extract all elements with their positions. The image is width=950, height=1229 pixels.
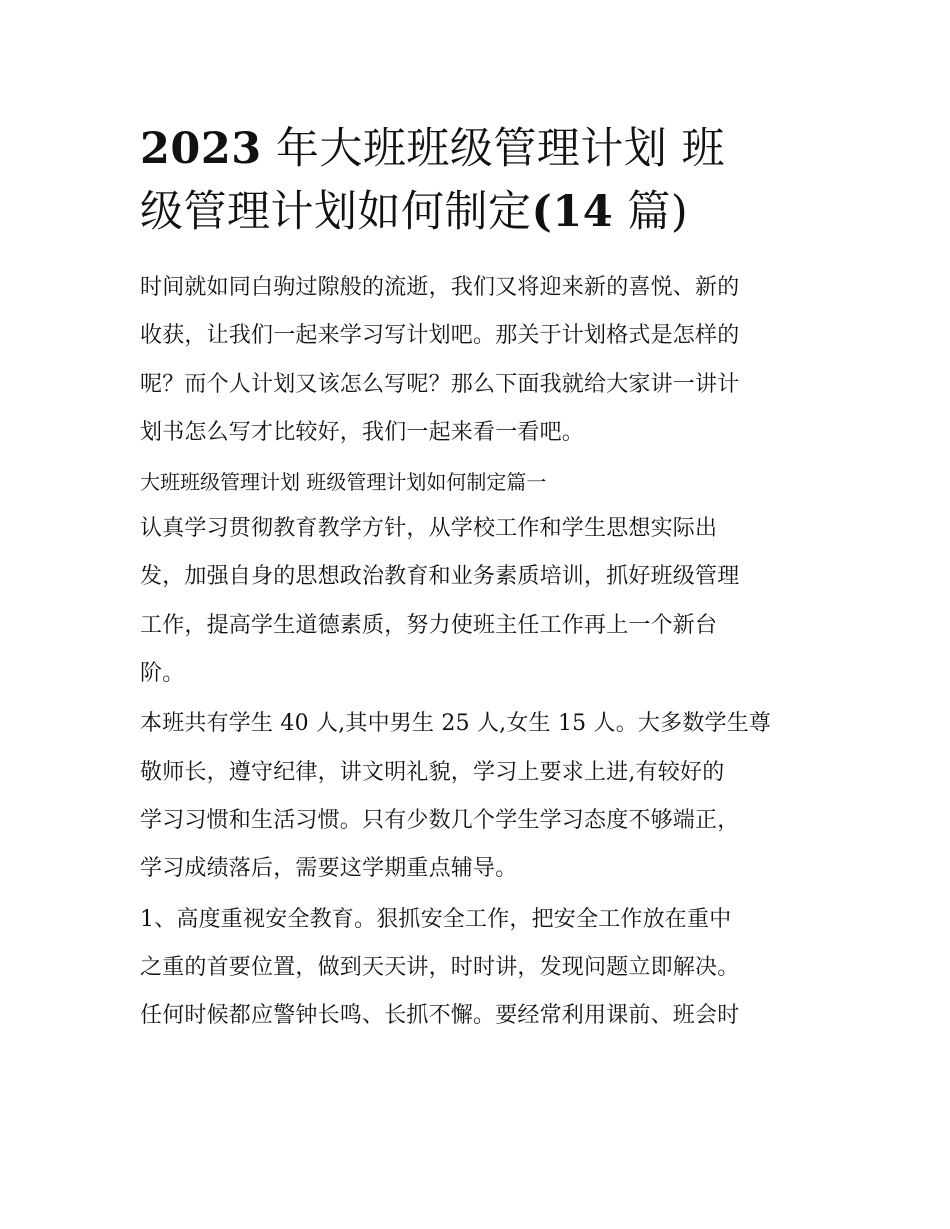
title-text-1: 年大班班级管理计划 班 [275,124,726,174]
intro-line: 时间就如同白驹过隙般的流逝，我们又将迎来新的喜悦、新的 [140,275,740,300]
paragraph-line: 学习习惯和生活习惯。只有少数几个学生学习态度不够端正， [140,807,740,833]
title-text-2: 级管理计划如何制定 [140,187,532,237]
paragraph-line: 敬师长，遵守纪律，讲文明礼貌，学习上要求上进,有较好的 [140,759,725,785]
paragraph-line: 阶。 [140,661,185,687]
title-count: (14 [531,187,614,237]
title-line-2 [140,181,812,244]
title-tail: 篇) [627,187,689,237]
intro-paragraph [140,264,812,457]
paragraph-guideline [140,505,812,698]
section-heading: 大班班级管理计划 班级管理计划如何制定篇一 [140,470,547,495]
paragraph-line: 本班共有学生 40 人,其中男生 25 人,女生 15 人。大多数学生尊 [140,711,772,737]
title-line-1 [140,118,812,181]
title-year: 2023 [140,124,262,174]
document-title [140,118,812,244]
document-page [140,118,812,1042]
paragraph-line: 1、高度重视安全教育。狠抓安全工作，把安全工作放在重中 [140,906,732,932]
paragraph-line: 学习成绩落后，需要这学期重点辅导。 [140,856,518,882]
intro-line: 划书怎么写才比较好，我们一起来看一看吧。 [140,419,585,445]
paragraph-line: 发，加强自身的思想政治教育和业务素质培训，抓好班级管理 [140,564,740,590]
paragraph-line: 工作，提高学生道德素质，努力使班主任工作再上一个新台 [140,612,718,638]
paragraph-line: 任何时候都应警钟长鸣、长抓不懈。要经常利用课前、班会时 [140,1003,740,1029]
intro-line: 呢？而个人计划又该怎么写呢？那么下面我就给大家讲一讲计 [140,371,740,397]
paragraph-safety [140,896,812,1041]
paragraph-line: 之重的首要位置，做到天天讲，时时讲，发现问题立即解决。 [140,954,740,980]
paragraph-class-situation [140,700,812,893]
paragraph-line: 认真学习贯彻教育教学方针，从学校工作和学生思想实际出 [140,516,718,542]
intro-line: 收获，让我们一起来学习写计划吧。那关于计划格式是怎样的 [140,323,740,349]
document-body [140,264,812,1040]
